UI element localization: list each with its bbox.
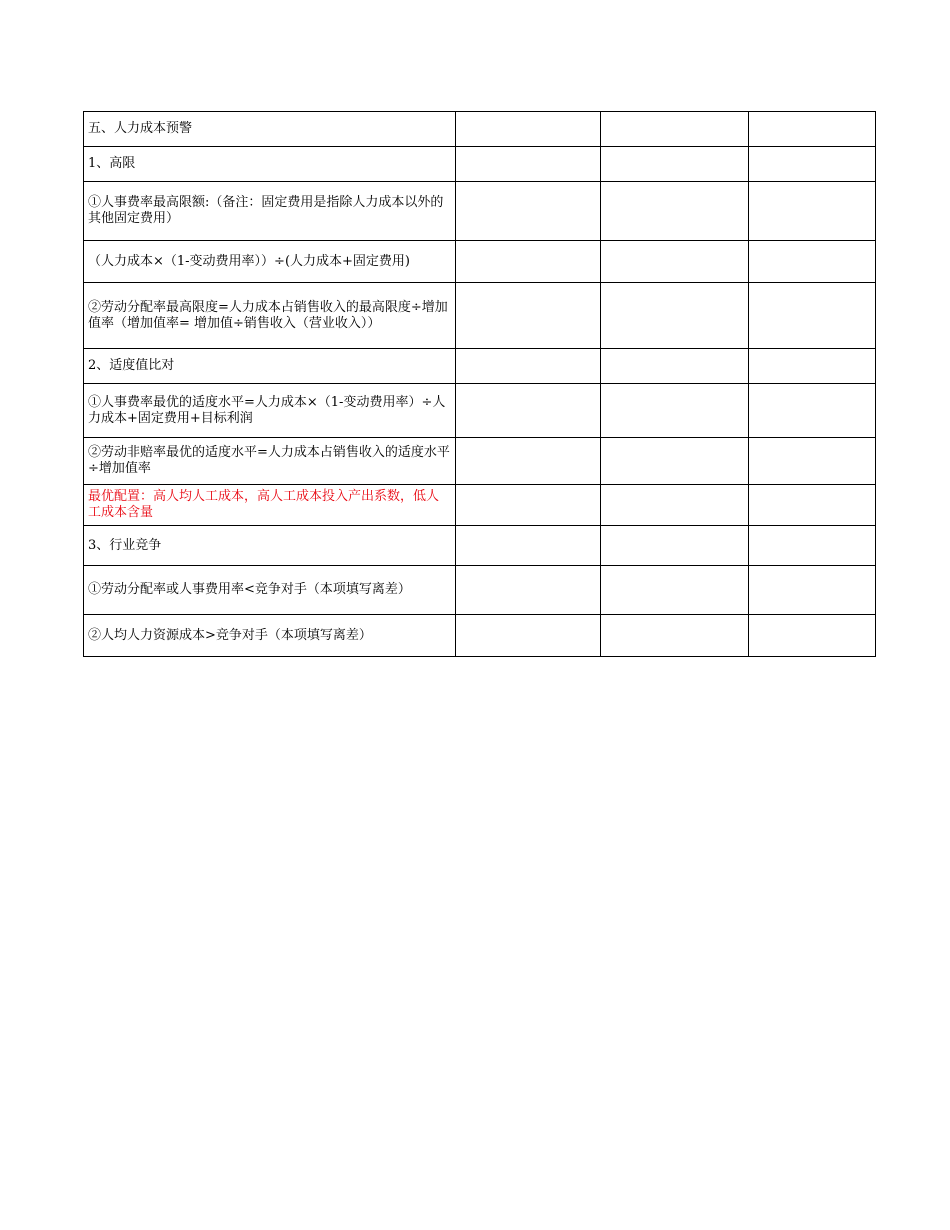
row-label-cell[interactable]: ②劳动非赔率最优的适度水平=人力成本占销售收入的适度水平÷增加值率 (84, 438, 456, 485)
empty-cell[interactable] (456, 526, 601, 566)
empty-cell[interactable] (601, 283, 749, 349)
empty-cell[interactable] (749, 349, 876, 384)
empty-cell[interactable] (456, 112, 601, 147)
empty-cell[interactable] (456, 438, 601, 485)
empty-cell[interactable] (456, 182, 601, 241)
row-label-cell[interactable]: ②人均人力资源成本>竞争对手（本项填写离差） (84, 615, 456, 657)
empty-cell[interactable] (456, 615, 601, 657)
row-label-cell-highlight[interactable]: 最优配置：高人均人工成本，高人工成本投入产出系数，低人工成本含量 (84, 485, 456, 526)
empty-cell[interactable] (456, 485, 601, 526)
table-row (84, 526, 876, 566)
row-label-cell[interactable]: ①人事费率最高限额:（备注：固定费用是指除人力成本以外的其他固定费用） (84, 182, 456, 241)
empty-cell[interactable] (601, 241, 749, 283)
empty-cell[interactable] (601, 566, 749, 615)
empty-cell[interactable] (601, 438, 749, 485)
row-label-cell[interactable]: 1、高限 (84, 147, 456, 182)
empty-cell[interactable] (456, 349, 601, 384)
empty-cell[interactable] (749, 485, 876, 526)
cost-warning-table (83, 111, 876, 657)
table-row (84, 384, 876, 438)
row-label-cell[interactable]: 3、行业竞争 (84, 526, 456, 566)
empty-cell[interactable] (749, 241, 876, 283)
empty-cell[interactable] (601, 615, 749, 657)
table-row (84, 349, 876, 384)
row-label-cell[interactable]: ①人事费率最优的适度水平=人力成本×（1-变动费用率）÷人力成本+固定费用+目标利润 (84, 384, 456, 438)
empty-cell[interactable] (456, 384, 601, 438)
row-label-cell[interactable]: （人力成本×（1-变动费用率））÷(人力成本+固定费用) (84, 241, 456, 283)
table-row (84, 182, 876, 241)
empty-cell[interactable] (601, 526, 749, 566)
empty-cell[interactable] (749, 182, 876, 241)
table-row (84, 283, 876, 349)
empty-cell[interactable] (601, 182, 749, 241)
table-row (84, 147, 876, 182)
table-row (84, 485, 876, 526)
empty-cell[interactable] (749, 384, 876, 438)
row-label-cell[interactable]: ①劳动分配率或人事费用率<竞争对手（本项填写离差） (84, 566, 456, 615)
empty-cell[interactable] (749, 438, 876, 485)
table-row (84, 112, 876, 147)
empty-cell[interactable] (456, 283, 601, 349)
empty-cell[interactable] (601, 349, 749, 384)
empty-cell[interactable] (749, 112, 876, 147)
empty-cell[interactable] (749, 526, 876, 566)
empty-cell[interactable] (456, 147, 601, 182)
row-label-cell[interactable]: ②劳动分配率最高限度=人力成本占销售收入的最高限度÷增加值率（增加值率= 增加值÷销售收入（营业收入）） (84, 283, 456, 349)
table-row (84, 615, 876, 657)
empty-cell[interactable] (456, 241, 601, 283)
empty-cell[interactable] (749, 615, 876, 657)
empty-cell[interactable] (749, 283, 876, 349)
empty-cell[interactable] (601, 112, 749, 147)
table-row (84, 438, 876, 485)
row-label-cell[interactable]: 五、人力成本预警 (84, 112, 456, 147)
empty-cell[interactable] (601, 384, 749, 438)
row-label-cell[interactable]: 2、适度值比对 (84, 349, 456, 384)
table-row (84, 566, 876, 615)
empty-cell[interactable] (456, 566, 601, 615)
table-row (84, 241, 876, 283)
empty-cell[interactable] (601, 147, 749, 182)
empty-cell[interactable] (749, 147, 876, 182)
empty-cell[interactable] (601, 485, 749, 526)
empty-cell[interactable] (749, 566, 876, 615)
